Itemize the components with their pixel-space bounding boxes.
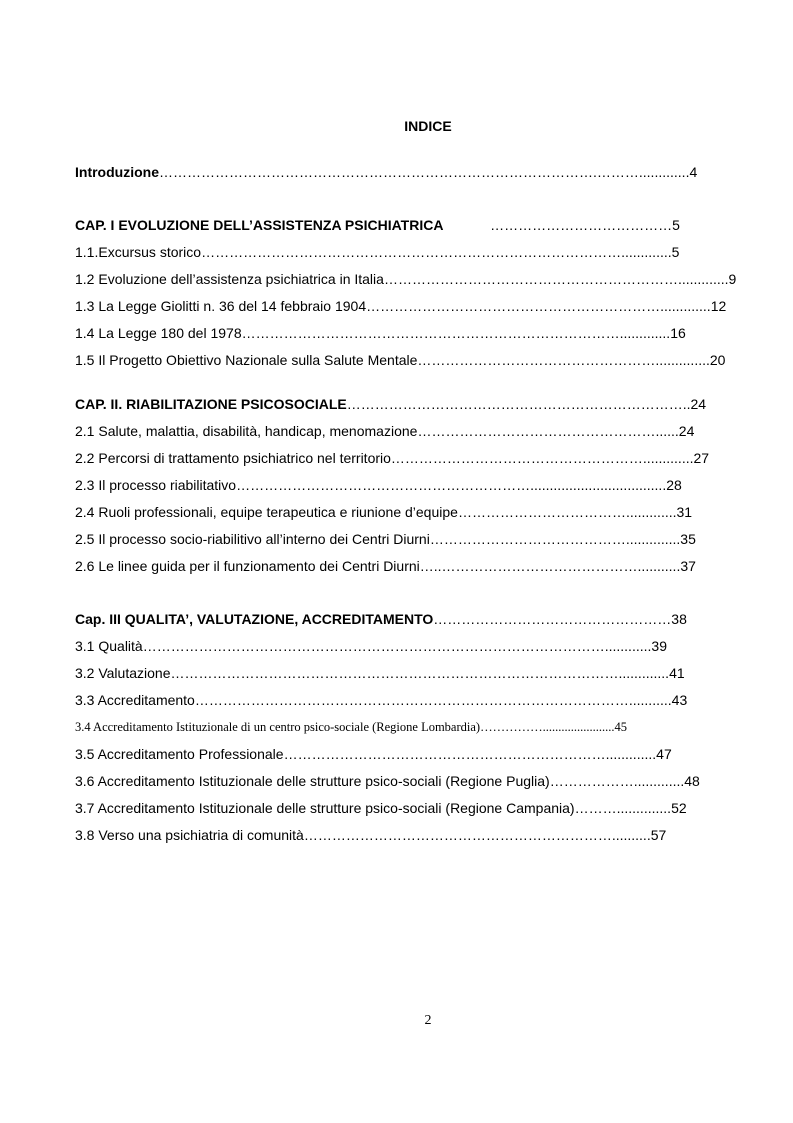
toc-entry-cap-1 <box>75 217 680 233</box>
toc-entry-1-4 <box>75 325 686 341</box>
toc-entry-cap-2 <box>75 396 706 412</box>
toc-entry-title: 3.5 Accreditamento Professionale <box>75 746 284 762</box>
toc-entry-3-8 <box>75 827 666 843</box>
toc-entry-title: 3.3 Accreditamento <box>75 692 195 708</box>
toc-entry-2-6 <box>75 558 696 574</box>
toc-entry-title: 3.1 Qualità <box>75 638 143 654</box>
toc-entry-leader: ……………....................... <box>480 720 615 734</box>
toc-entry-cap-3 <box>75 611 687 627</box>
toc-entry-2-2 <box>75 450 709 466</box>
toc-entry-leader: ………………………………………………………………………………............. <box>201 244 672 260</box>
toc-entry-page: 43 <box>671 692 688 708</box>
toc-entry-page: 45 <box>614 720 627 734</box>
toc-entry-page: 38 <box>671 611 687 627</box>
toc-entry-page: 5 <box>671 244 680 260</box>
toc-entry-page: 31 <box>676 504 693 520</box>
toc-entry-title: 3.8 Verso una psichiatria di comunità <box>75 827 304 843</box>
toc-entry-3-1 <box>75 638 667 654</box>
toc-entry-1-3 <box>75 298 726 314</box>
toc-entry-title: 1.1.Excursus storico <box>75 244 202 260</box>
toc-entry-title: 2.4 Ruoli professionali, equipe terapeutica e riunione d’equipe <box>75 504 458 520</box>
toc-entry-title: 3.4 Accreditamento Istituzionale di un centro psico-sociale (Regione Lombardia) <box>75 720 481 734</box>
toc-entry-introduzione <box>75 164 697 180</box>
toc-entry-title: Cap. III QUALITA’, VALUTAZIONE, ACCREDITAMENTO <box>75 611 434 627</box>
toc-entry-2-1 <box>75 423 694 439</box>
toc-entry-leader: ……………………………………………...... <box>417 423 679 439</box>
toc-entry-page: 9 <box>728 271 737 287</box>
toc-entry-leader: ………………………………………………………................................... <box>236 477 667 493</box>
toc-entry-page: 48 <box>684 773 700 789</box>
toc-entry-title: 3.7 Accreditamento Istituzionale delle strutture psico-sociali (Regione Campania) <box>75 800 575 816</box>
toc-entry-leader: ………………………………………………………………………………………............ <box>142 638 652 654</box>
toc-entry-title: 1.2 Evoluzione dell’assistenza psichiatrica in Italia <box>75 271 384 287</box>
toc-entry-page: 4 <box>689 164 698 180</box>
toc-entry-title: CAP. I EVOLUZIONE DELL’ASSISTENZA PSICHIATRICA <box>75 217 444 233</box>
toc-entry-2-3 <box>75 477 682 493</box>
toc-entry-leader: ……………………………………………………………………………………............. <box>170 665 670 681</box>
toc-entry-leader: ………………………………………………………............. <box>366 298 711 314</box>
toc-entry-page: 41 <box>669 665 685 681</box>
toc-entry-title: 2.6 Le linee guida per il funzionamento dei Centri Diurni <box>75 558 420 574</box>
toc-entry-1-2 <box>75 271 736 287</box>
toc-entry-3-5 <box>75 746 672 762</box>
page-title: INDICE <box>404 118 452 134</box>
toc-entry-title: 3.2 Valutazione <box>75 665 171 681</box>
toc-entry-leader: …………………………………………….............. <box>417 352 710 368</box>
toc-entry-leader: …………………………………………… <box>433 611 672 627</box>
toc-entry-leader: ……….............. <box>574 800 672 816</box>
toc-entry-page: 20 <box>709 352 726 368</box>
toc-entry-2-5 <box>75 531 696 547</box>
toc-entry-title: CAP. II. RIABILITAZIONE PSICOSOCIALE <box>75 396 347 412</box>
toc-entry-title: 2.3 Il processo riabilitativo <box>75 477 237 493</box>
toc-entry-1-1 <box>75 244 679 260</box>
toc-entry-title: 1.5 Il Progetto Obiettivo Nazionale sulla Salute Mentale <box>75 352 418 368</box>
toc-entry-leader: ………………………………………………............. <box>390 450 694 466</box>
toc-entry-title: 2.2 Percorsi di trattamento psichiatrico nel territorio <box>75 450 391 466</box>
toc-entry-3-6 <box>75 773 700 789</box>
toc-entry-leader: …………………………………….............. <box>429 531 681 547</box>
toc-entry-page: 35 <box>680 531 696 547</box>
toc-entry-title: 2.1 Salute, malattia, disabilità, handicap, menomazione <box>75 423 418 439</box>
toc-entry-3-4 <box>75 719 627 735</box>
toc-entry-page: 37 <box>680 558 696 574</box>
toc-entry-page: 24 <box>690 396 707 412</box>
toc-entry-leader: ………………………………………………………….......... <box>303 827 651 843</box>
toc-entry-2-4 <box>75 504 692 520</box>
page-number: 2 <box>424 1013 432 1028</box>
toc-entry-1-5 <box>75 352 725 368</box>
toc-entry-leader: ……………………………………………………………….. <box>346 396 691 412</box>
toc-entry-page: 5 <box>672 217 680 233</box>
toc-entry-3-3 <box>75 692 687 708</box>
toc-entry-title: 2.5 Il processo socio-riabilitivo all’interno dei Centri Diurni <box>75 531 430 547</box>
toc-entry-leader: ………………………………………………………............. <box>383 271 729 287</box>
toc-entry-leader: ………………………………………………………………………............. <box>241 325 671 341</box>
toc-entry-page: 28 <box>666 477 682 493</box>
toc-entry-leader: ………………………………… <box>443 217 673 233</box>
toc-entry-leader: ………………………………............. <box>457 504 677 520</box>
toc-entry-leader: ………………………………………………………………………………….………............. <box>159 164 690 180</box>
toc-entry-page: 57 <box>650 827 667 843</box>
toc-entry-page: 39 <box>651 638 667 654</box>
toc-entry-3-2 <box>75 665 685 681</box>
toc-entry-title: 1.4 La Legge 180 del 1978 <box>75 325 242 341</box>
toc-entry-leader: …………………………………………………………………………………........... <box>194 692 672 708</box>
toc-entry-title: 1.3 La Legge Giolitti n. 36 del 14 febbraio 1904 <box>75 298 367 314</box>
toc-entry-page: 27 <box>693 450 710 466</box>
toc-entry-page: 24 <box>678 423 695 439</box>
toc-entry-page: 16 <box>670 325 686 341</box>
toc-entry-page: 52 <box>671 800 687 816</box>
toc-entry-leader: ……………………………………………………………............. <box>283 746 657 762</box>
toc-entry-3-7 <box>75 800 687 816</box>
toc-entry-leader: ………………............. <box>549 773 685 789</box>
toc-entry-page: 12 <box>710 298 727 314</box>
toc-entry-title: 3.6 Accreditamento Istituzionale delle strutture psico-sociali (Regione Puglia) <box>75 773 550 789</box>
toc-entry-title: Introduzione <box>75 164 159 180</box>
toc-entry-leader: …..……………………………………........... <box>419 558 681 574</box>
toc-entry-page: 47 <box>656 746 672 762</box>
